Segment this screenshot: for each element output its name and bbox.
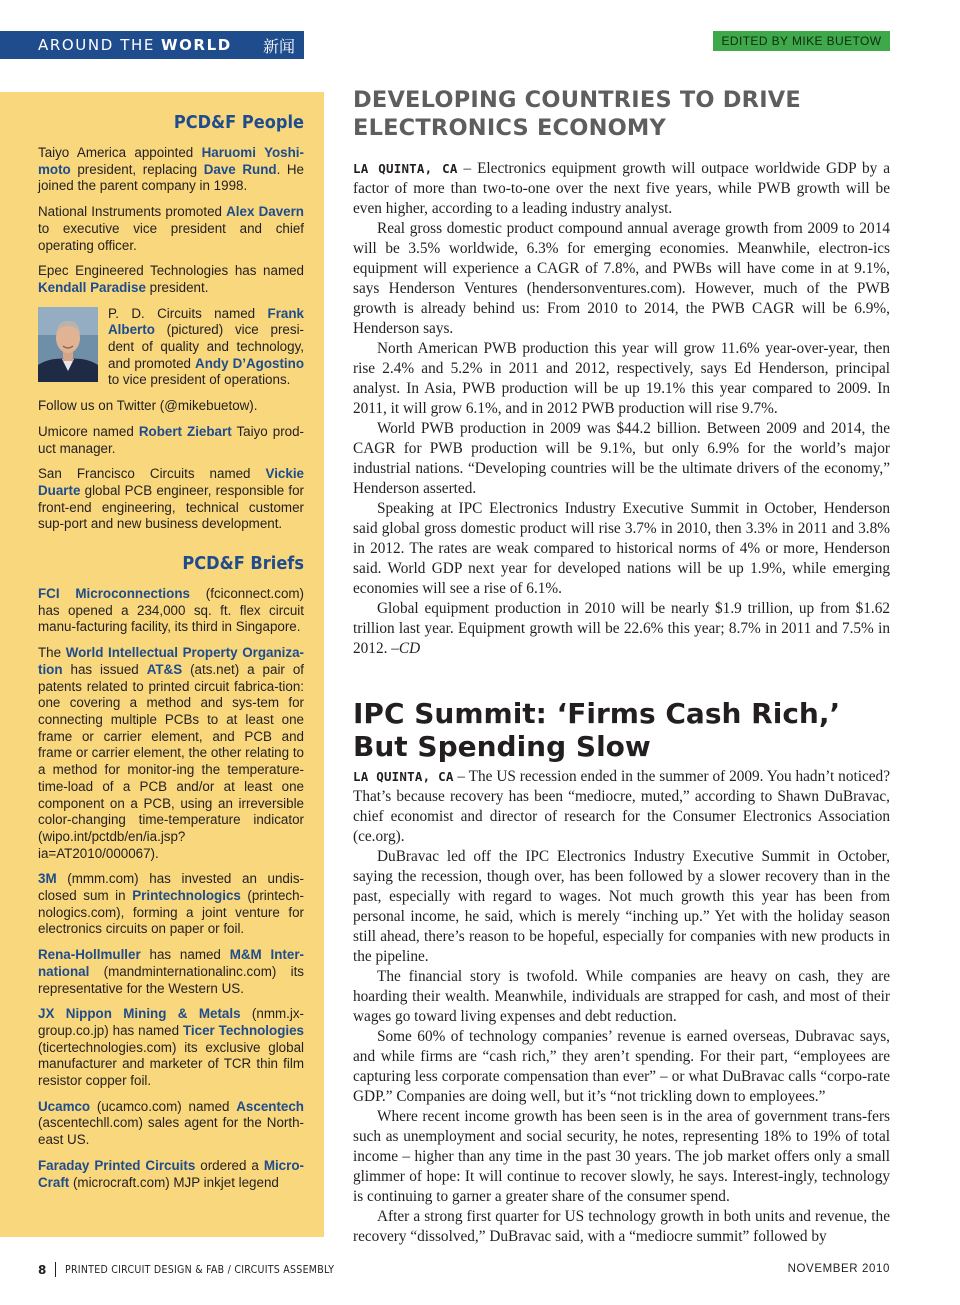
brief-item: 3M (mmm.com) has invested an undis-closed sum in Printechnologics (printech-nologics.com), forming a joint venture for electronics circuits on paper or foil. (38, 871, 304, 937)
article-paragraph: LA QUINTA, CA – The US recession ended in the summer of 2009. You hadn’t noticed? That’s because recovery has been “mediocre, muted,” according to Shawn DuBravac, chief economist and director of research for the Consumer Electronics Association (ce.org). (353, 768, 890, 845)
article-paragraph: After a strong first quarter for US technology growth in both units and revenue, the recovery “dissolved,” DuBravac said, with a “mediocre summit” followed by (353, 1208, 890, 1245)
person-name: Vickie Duarte (38, 466, 304, 498)
article-headline: DEVELOPING COUNTRIES TO DRIVE ELECTRONICS ECONOMY (353, 87, 801, 141)
article-paragraph: Speaking at IPC Electronics Industry Executive Summit in October, Henderson said global gross domestic product will rise 3.7% in 2010, then 3.3% in 2011 and 3.8% in 2012. The rates are weak compared to historical norms of 4% or more, Henderson said. World GDP next year for developed nations will be up 1.9%, while emerging economies will see a rise of 6.1%. (353, 500, 890, 597)
company-name: AT&S (146, 661, 183, 677)
footer-left (38, 1262, 378, 1277)
section-banner (0, 31, 304, 59)
article-paragraph: LA QUINTA, CA – Electronics equipment growth will outpace worldwide GDP by a factor of more than two-to-one over the next five years, while PWB growth will be even higher, according to a leading industry analyst. (353, 160, 890, 217)
people-heading: PCD&F People (173, 112, 304, 133)
article-paragraph: Some 60% of technology companies’ revenue is earned overseas, Dubravac says, and while firms are “cash rich,” they aren’t spending. For their part, “employees are capturing less corporate compensation than ever” – or what DuBravac calls “corpo-rate GDP.” Companies are doing well, but it’s “not trickling down to employees.” (353, 1028, 890, 1105)
person-name: Alex Davern (226, 204, 304, 220)
article-ipc-summit (353, 697, 890, 1247)
twitter-note: Follow us on Twitter (@mikebuetow). (38, 398, 258, 414)
section-title-bold: WORLD (160, 36, 232, 54)
company-name: World Intellectual Property Organiza-tion (38, 645, 305, 677)
briefs-heading: PCD&F Briefs (182, 553, 304, 575)
person-name: Dave Rund (203, 161, 277, 177)
brief-item: FCI Microconnections (fciconnect.com) has opened a 234,000 sq. ft. flex circuit manu-facturing facility, its third in Singapore. (38, 586, 305, 635)
brief-item: Ucamco (ucamco.com) named Ascentech (ascentechll.com) sales agent for the North-east US. (38, 1098, 304, 1148)
people-item: Epec Engineered Technologies has named Kendall Paradise president. (38, 263, 304, 295)
section-title-chinese: 新闻 (262, 36, 295, 56)
editor-badge: EDITED BY MIKE BUETOW (713, 31, 890, 51)
company-name: Faraday Printed Circuits (38, 1157, 196, 1173)
company-name: M&M Inter-national (38, 947, 304, 979)
portrait-photo (38, 307, 98, 382)
company-name: Ascentech (236, 1098, 304, 1114)
dateline: LA QUINTA, CA (353, 769, 454, 784)
people-item: Umicore named Robert Ziebart Taiyo prod-uct manager. (38, 423, 305, 456)
company-name: Printechnologics (132, 888, 241, 904)
page-number: 8 (38, 1262, 47, 1277)
company-name: Rena-Hollmuller (38, 947, 141, 963)
company-name: JX Nippon Mining & Metals (38, 1006, 241, 1022)
article-paragraph: North American PWB production this year will grow 11.6% year-over-year, then rise 2.4% and 5.2% in 2011 and 2012, respectively, says Ed Henderson, principal analyst. In Asia, PWB production will be up 19.1% this year compared to 2009. In 2011, it will grow 6.1%, and in 2012 PWB production will rise 9.7%. (353, 340, 890, 417)
article-paragraph: The financial story is twofold. While companies are heavy on cash, they are hoarding their wealth. Meanwhile, individuals are strapped for cash, and most of their wages go toward living expenses and debt reduction. (353, 968, 890, 1025)
people-item: National Instruments promoted Alex Davern to executive vice president and chief operating officer. (38, 204, 304, 253)
people-item: San Francisco Circuits named Vickie Duarte global PCB engineer, responsible for front-end engineering, technical customer sup-port and new business development. (38, 466, 304, 532)
company-name: FCI Microconnections (38, 586, 190, 602)
article-paragraph: Global equipment production in 2010 will be nearly $1.9 trillion, up from $1.62 trillion last year. Equipment growth will be 22.6% this year; 8.7% in 2011 and 7.5% in 2012. –CD (353, 600, 890, 657)
company-name: 3M (38, 871, 57, 887)
person-name: Haruomi Yoshi-moto (38, 145, 304, 177)
people-item: Taiyo America appointed Haruomi Yoshi-moto president, replacing Dave Rund. He joined the parent company in 1998. (38, 145, 305, 194)
article-paragraph: World PWB production in 2009 was $44.2 billion. Between 2009 and 2014, the CAGR for PWB production will be 9.1%, but only 6.9% for the world’s major industrial nations. “Developing countries will be the ultimate drivers of the economy,” Henderson asserted. (353, 420, 890, 497)
main-column (353, 86, 890, 1247)
brief-item: JX Nippon Mining & Metals (nmm.jx-group.co.jp) has named Ticer Technologies (ticertechnologies.com) its exclusive global manufacturer and marketer of TCR thin film resistor copper foil. (38, 1006, 304, 1089)
brief-item: Rena-Hollmuller has named M&M Inter-national (mandminternationalinc.com) its representative for the Western US. (38, 947, 304, 996)
brief-item: Faraday Printed Circuits ordered a Micro-Craft (microcraft.com) MJP inkjet legend (38, 1157, 304, 1190)
issue-date: NOVEMBER 2010 (787, 1263, 890, 1275)
section-title-prefix: AROUND THE (38, 36, 155, 54)
person-name: Frank Alberto (108, 305, 304, 338)
article-paragraph: DuBravac led off the IPC Electronics Industry Executive Summit in October, saying the recession, though over, has been followed by a slower recovery than in the past, especially with regard to wages. Not much growth this year has been from personal income, he said, which is merely “inching up.” Yet with the holiday season still ahead, there’s reason to be hopeful, especially for companies with new products in the pipeline. (353, 848, 890, 965)
publication-name: PRINTED CIRCUIT DESIGN & FAB / CIRCUITS ASSEMBLY (65, 1263, 335, 1276)
footer-divider (55, 1262, 56, 1277)
article-headline: IPC Summit: ‘Firms Cash Rich,’ But Spending Slow (353, 697, 841, 763)
people-item-with-photo: P. D. Circuits named Frank Alberto (pictured) vice presi-dent of quality and technology, and promoted Andy D’Agostino to vice president of operations. (38, 306, 304, 390)
company-name: Ucamco (38, 1098, 91, 1114)
brief-item: The World Intellectual Property Organiza-tion has issued AT&S (ats.net) a pair of patents related to printed circuit fabrica-tion: one covering a method and sys-tem for connecting multiple PCBs to at least one frame or carrier element, and PCB and frame or carrier element, the other relating to a method for monitor-ing the temperature-time-load of a PCB and/or at least one component on a PCB, using an irreversible color-changing time-temperature indicator (wipo.int/pctdb/en/ia.jsp?ia=AT2010/000067). (38, 645, 305, 861)
article-paragraph: Real gross domestic product compound annual average growth from 2009 to 2014 will be 3.5% worldwide, 6.3% for emerging economies. Meanwhile, electron-ics equipment will experience a CAGR of 7.8%, and PWBs will have come in at 9.1%, says Henderson Ventures (hendersonventures.com). However, much of the PWB growth is already behind us: From 2010 to 2014, the PWB CAGR will be 6.9%, Henderson says. (353, 220, 890, 337)
author-signoff: –CD (391, 640, 421, 657)
person-name: Kendall Paradise (38, 279, 146, 295)
article-paragraph: Where recent income growth has been seen is in the area of government trans-fers such as unemployment and social security, he notes, representing 18% to 19% of total income – higher than any time in the past 30 years. The job market offers only a small glimmer of hope: It will continue to recover slowly, he says. Interest-ingly, technology is continuing to garner a greater share of the consumer spend. (353, 1108, 890, 1205)
person-name: Andy D’Agostino (195, 355, 304, 371)
company-name: Micro-Craft (38, 1157, 304, 1190)
article-developing-countries (353, 86, 890, 659)
dateline: LA QUINTA, CA (353, 161, 458, 176)
sidebar (0, 92, 324, 1237)
company-name: Ticer Technologies (183, 1022, 304, 1038)
person-name: Robert Ziebart (138, 423, 232, 439)
